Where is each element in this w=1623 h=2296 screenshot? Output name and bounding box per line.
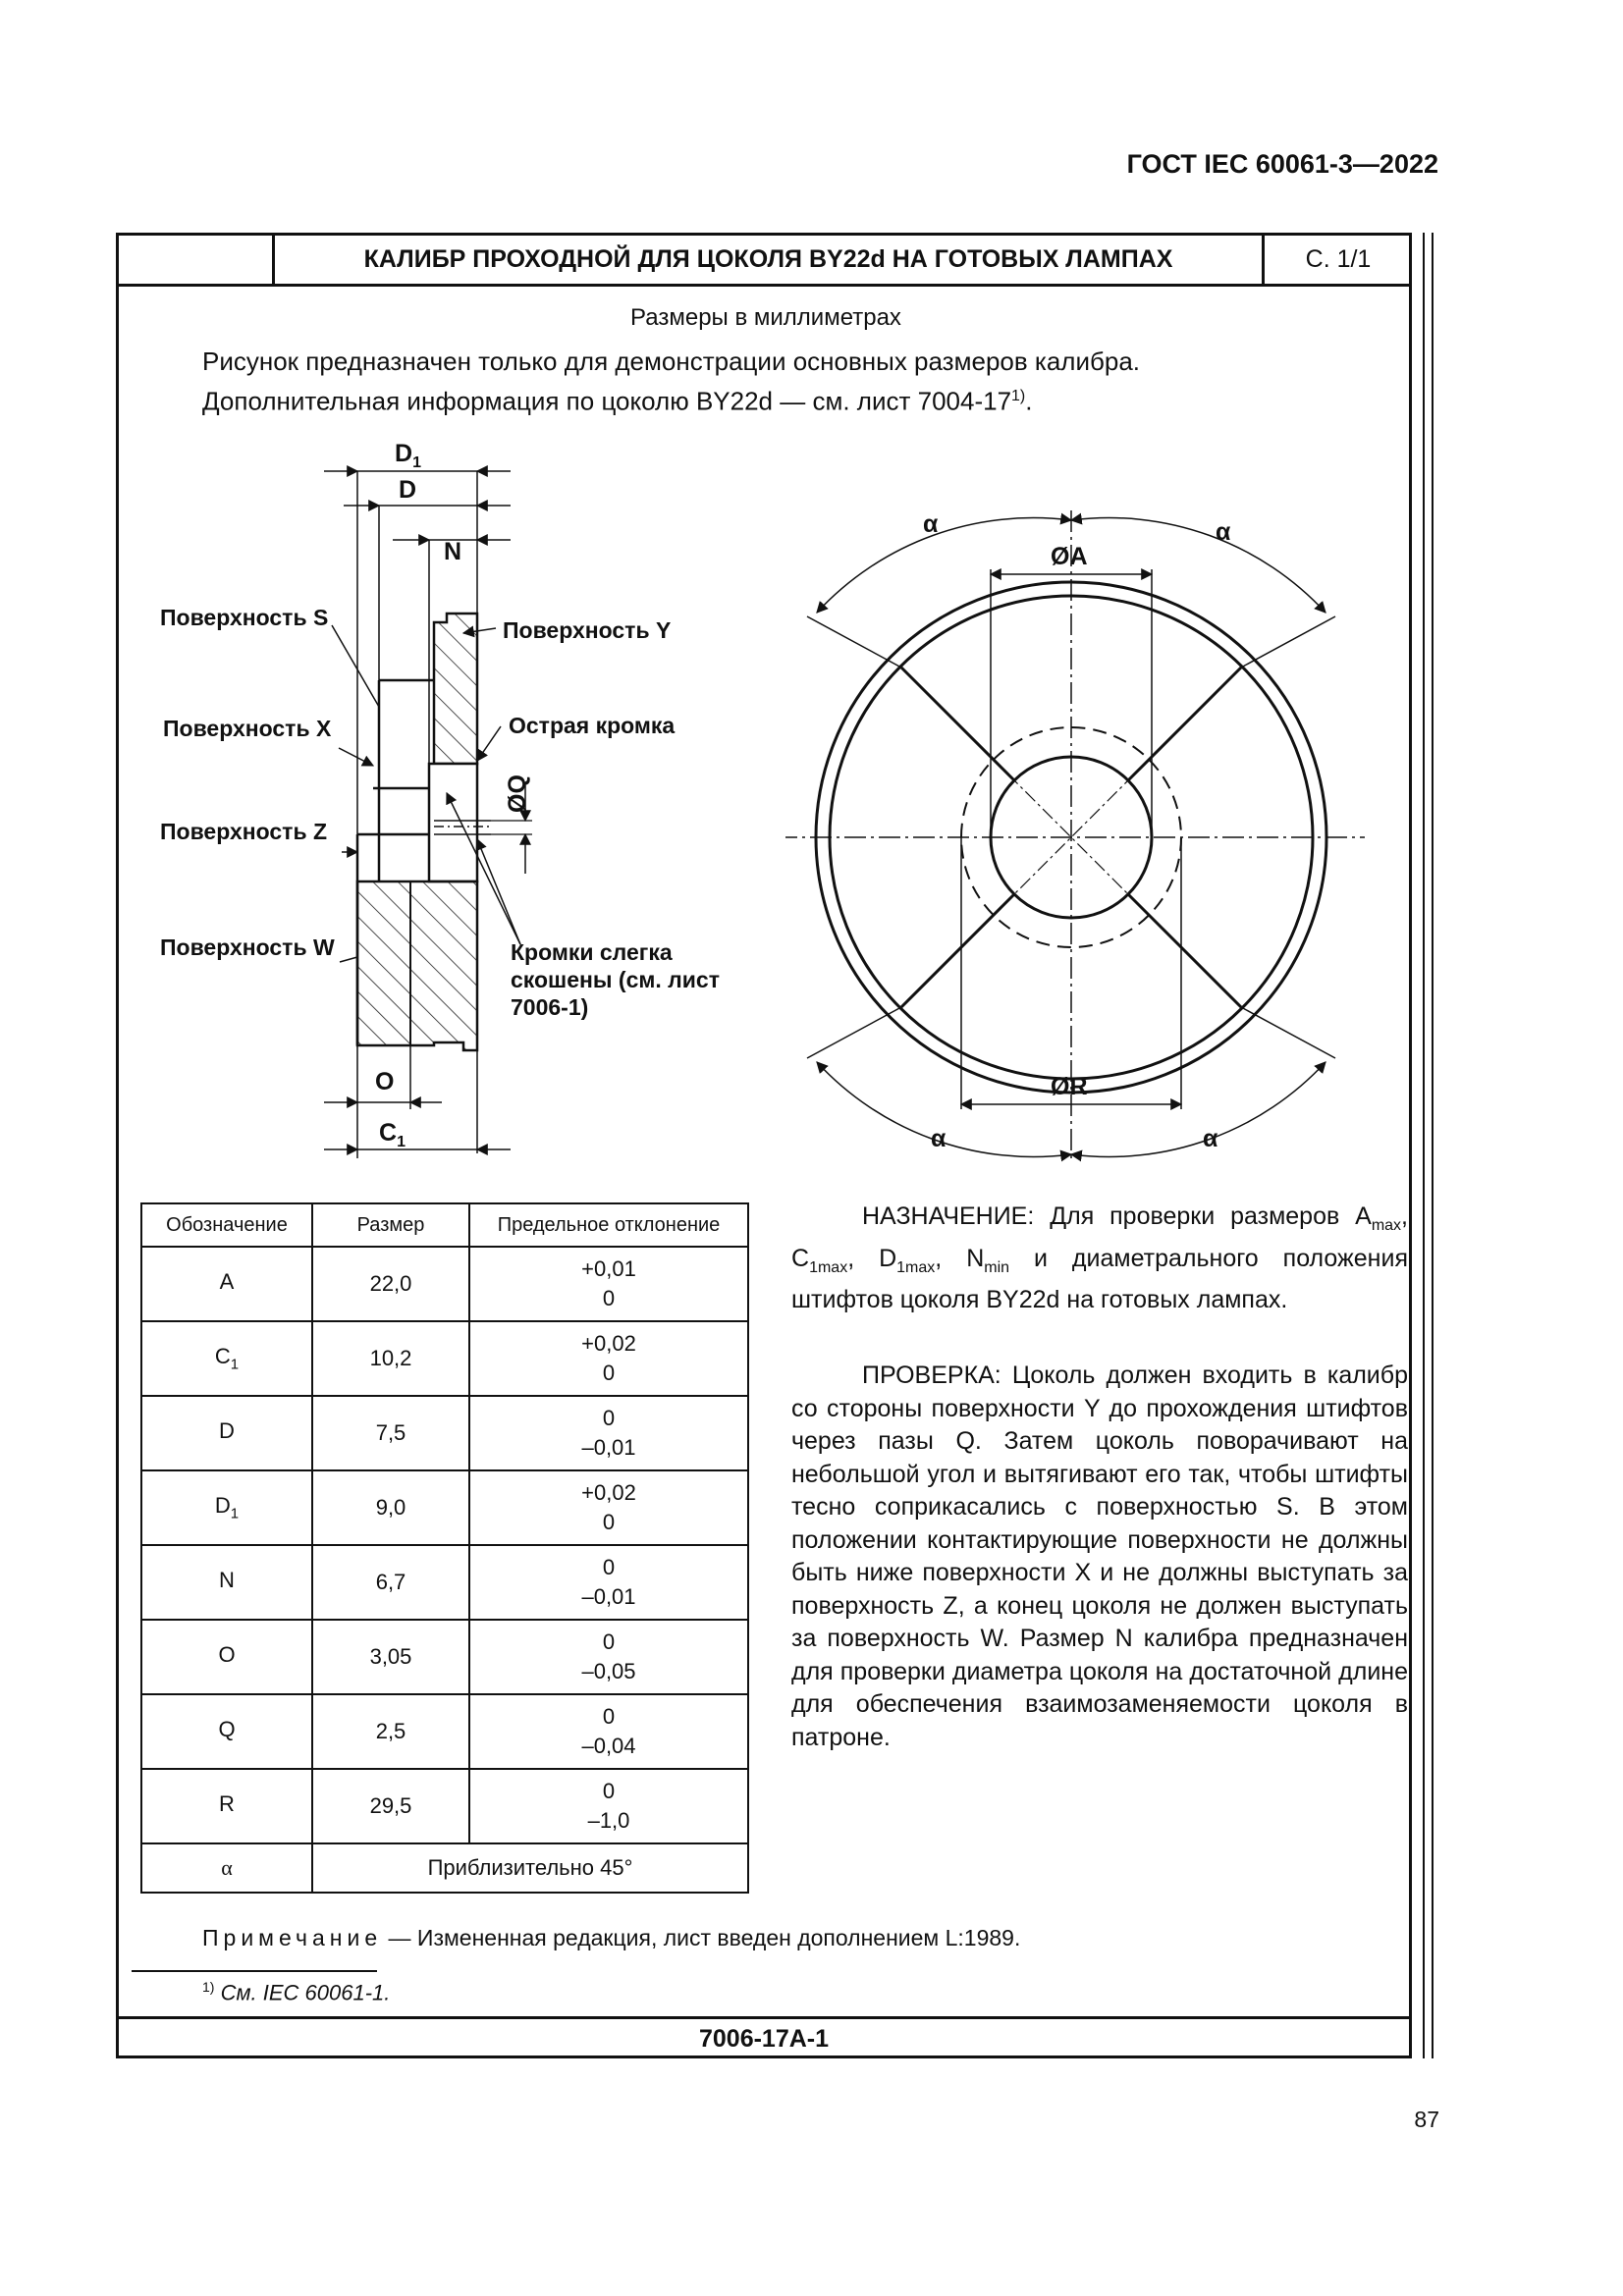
purpose-text: , C: [791, 1202, 1408, 1272]
cell-designation: Q: [141, 1694, 312, 1769]
table-row-alpha: [141, 1843, 748, 1893]
cell-alpha-value: Приблизительно 45°: [312, 1843, 748, 1893]
cell-size: 9,0: [312, 1470, 469, 1545]
purpose-text: НАЗНАЧЕНИЕ: Для проверки размеров A: [862, 1202, 1372, 1230]
standard-header: ГОСТ IEC 60061-3—2022: [1126, 149, 1438, 179]
cell-designation: α: [141, 1843, 312, 1893]
label-surface-w: Поверхность W: [160, 934, 335, 960]
frame-double-line: [1432, 233, 1434, 2058]
dim-d1-label: $D_1$: [395, 440, 421, 471]
intro-line-2-end: .: [1025, 386, 1033, 416]
note-text: — Измененная редакция, лист введен дополнением L:1989.: [382, 1925, 1021, 1950]
col-header-deviation: Предельное отклонение: [469, 1203, 748, 1247]
cell-deviation: +0,02 0: [469, 1470, 748, 1545]
cell-size: 10,2: [312, 1321, 469, 1396]
table-row: [141, 1769, 748, 1843]
purpose-paragraph: [791, 1201, 1408, 1317]
alpha-label: α: [931, 1125, 947, 1152]
dim-n-label: N: [444, 538, 462, 565]
col-header-size: Размер: [312, 1203, 469, 1247]
dim-d-label: D: [399, 476, 417, 504]
dim-o-label: O: [375, 1068, 395, 1095]
cell-deviation: +0,01 0: [469, 1247, 748, 1321]
table-row: [141, 1247, 748, 1321]
alpha-label: α: [1216, 518, 1231, 546]
cell-size: 7,5: [312, 1396, 469, 1470]
cross-section-drawing: [147, 432, 756, 1178]
cell-designation: $C_1$: [141, 1321, 312, 1396]
label-chamfer-3: 7006-1): [511, 994, 589, 1020]
label-chamfer-2: скошены (см. лист: [511, 967, 720, 992]
cell-designation: $D_1$: [141, 1470, 312, 1545]
table-row: [141, 1545, 748, 1620]
table-row: [141, 1694, 748, 1769]
dim-a-label: ØA: [1051, 543, 1088, 570]
cell-designation: D: [141, 1396, 312, 1470]
purpose-text: и диаметрального положения штифтов цоколя BY22d на готовых лампах.: [791, 1244, 1408, 1313]
cell-designation: R: [141, 1769, 312, 1843]
subscript: 1max: [896, 1258, 936, 1276]
table-header-row: [141, 1203, 748, 1247]
cell-deviation: 0 –0,05: [469, 1620, 748, 1694]
cell-designation: A: [141, 1247, 312, 1321]
subscript: min: [984, 1258, 1010, 1276]
cell-deviation: 0 –1,0: [469, 1769, 748, 1843]
footnote-text: См. IEC 60061-1.: [214, 1980, 391, 2005]
step-block: [429, 764, 477, 881]
label-sharp-edge: Острая кромка: [509, 713, 676, 738]
frame-double-line: [1423, 233, 1425, 2058]
upper-hatched-section: [434, 614, 477, 764]
intro-text: [202, 344, 1282, 419]
sheet-code: 7006-17A-1: [698, 2025, 830, 2053]
cell-deviation: 0 –0,01: [469, 1396, 748, 1470]
table-row: [141, 1321, 748, 1396]
label-surface-z: Поверхность Z: [160, 819, 328, 844]
alpha-label: α: [1203, 1125, 1218, 1152]
cell-deviation: 0 –0,01: [469, 1545, 748, 1620]
intro-line-1: Рисунок предназначен только для демонстрации основных размеров калибра.: [202, 347, 1141, 376]
table-row: [141, 1620, 748, 1694]
sheet-title: КАЛИБР ПРОХОДНОЙ ДЛЯ ЦОКОЛЯ BY22d НА ГОТОВЫХ ЛАМПАХ: [363, 245, 1173, 273]
footnote-mark: 1): [202, 1979, 215, 1995]
check-paragraph: ПРОВЕРКА: Цоколь должен входить в калибр со стороны поверхности Y до прохождения штифтов через пазы Q. Затем цоколь поворачивают на небольшой угол и вытягивают его так, чтобы штифты тесно соприкасались с поверхностью S. В этом положении контактирующие поверхности не должны быть ниже поверхности X и не должны выступать за поверхность Z, а конец цоколя не должен выступать за поверхность W. Размер N калибра предназначен для проверки диаметра цоколя на достаточной длине для обеспечения взаимозаменяемости цоколя в патроне.: [791, 1362, 1408, 1751]
purpose-text: , D: [847, 1244, 897, 1272]
label-surface-s: Поверхность S: [160, 605, 329, 630]
alpha-label: α: [923, 510, 939, 538]
footnote-separator: [132, 1970, 377, 1972]
dim-r-label: ØR: [1051, 1073, 1088, 1100]
label-surface-y: Поверхность Y: [503, 617, 672, 643]
cell-size: 6,7: [312, 1545, 469, 1620]
cell-size: 2,5: [312, 1694, 469, 1769]
table-row: [141, 1396, 748, 1470]
cell-designation: N: [141, 1545, 312, 1620]
cell-size: 22,0: [312, 1247, 469, 1321]
intro-line-2: [202, 379, 1282, 419]
dim-c1-label: $C_1$: [379, 1119, 406, 1150]
label-chamfer-1: Кромки слегка: [511, 939, 673, 965]
purpose-text: , N: [935, 1244, 985, 1272]
dimensions-table: [140, 1202, 749, 1894]
sheet-page: С. 1/1: [1305, 245, 1372, 273]
front-view-drawing: [785, 510, 1375, 1178]
subscript: max: [1371, 1217, 1402, 1234]
intro-line-2-text: Дополнительная информация по цоколю BY22d — см. лист 7004-17: [202, 386, 1012, 416]
cell-deviation: 0 –0,04: [469, 1694, 748, 1769]
footnote-ref: 1): [1011, 388, 1026, 404]
cell-designation: O: [141, 1620, 312, 1694]
cell-size: 29,5: [312, 1769, 469, 1843]
footnote: [202, 1979, 390, 2005]
cell-deviation: +0,02 0: [469, 1321, 748, 1396]
lower-hatched-section: [357, 881, 477, 1050]
subscript: 1max: [809, 1258, 848, 1276]
col-header-designation: Обозначение: [141, 1203, 312, 1247]
cell-size: 3,05: [312, 1620, 469, 1694]
table-row: [141, 1470, 748, 1545]
units-note: Размеры в миллиметрах: [630, 304, 901, 331]
page-number: 87: [1414, 2107, 1439, 2132]
note-label: Примечание: [202, 1925, 383, 1950]
note: [202, 1925, 1020, 1951]
label-surface-x: Поверхность X: [163, 716, 332, 741]
dim-q-label: ØQ: [504, 774, 531, 813]
